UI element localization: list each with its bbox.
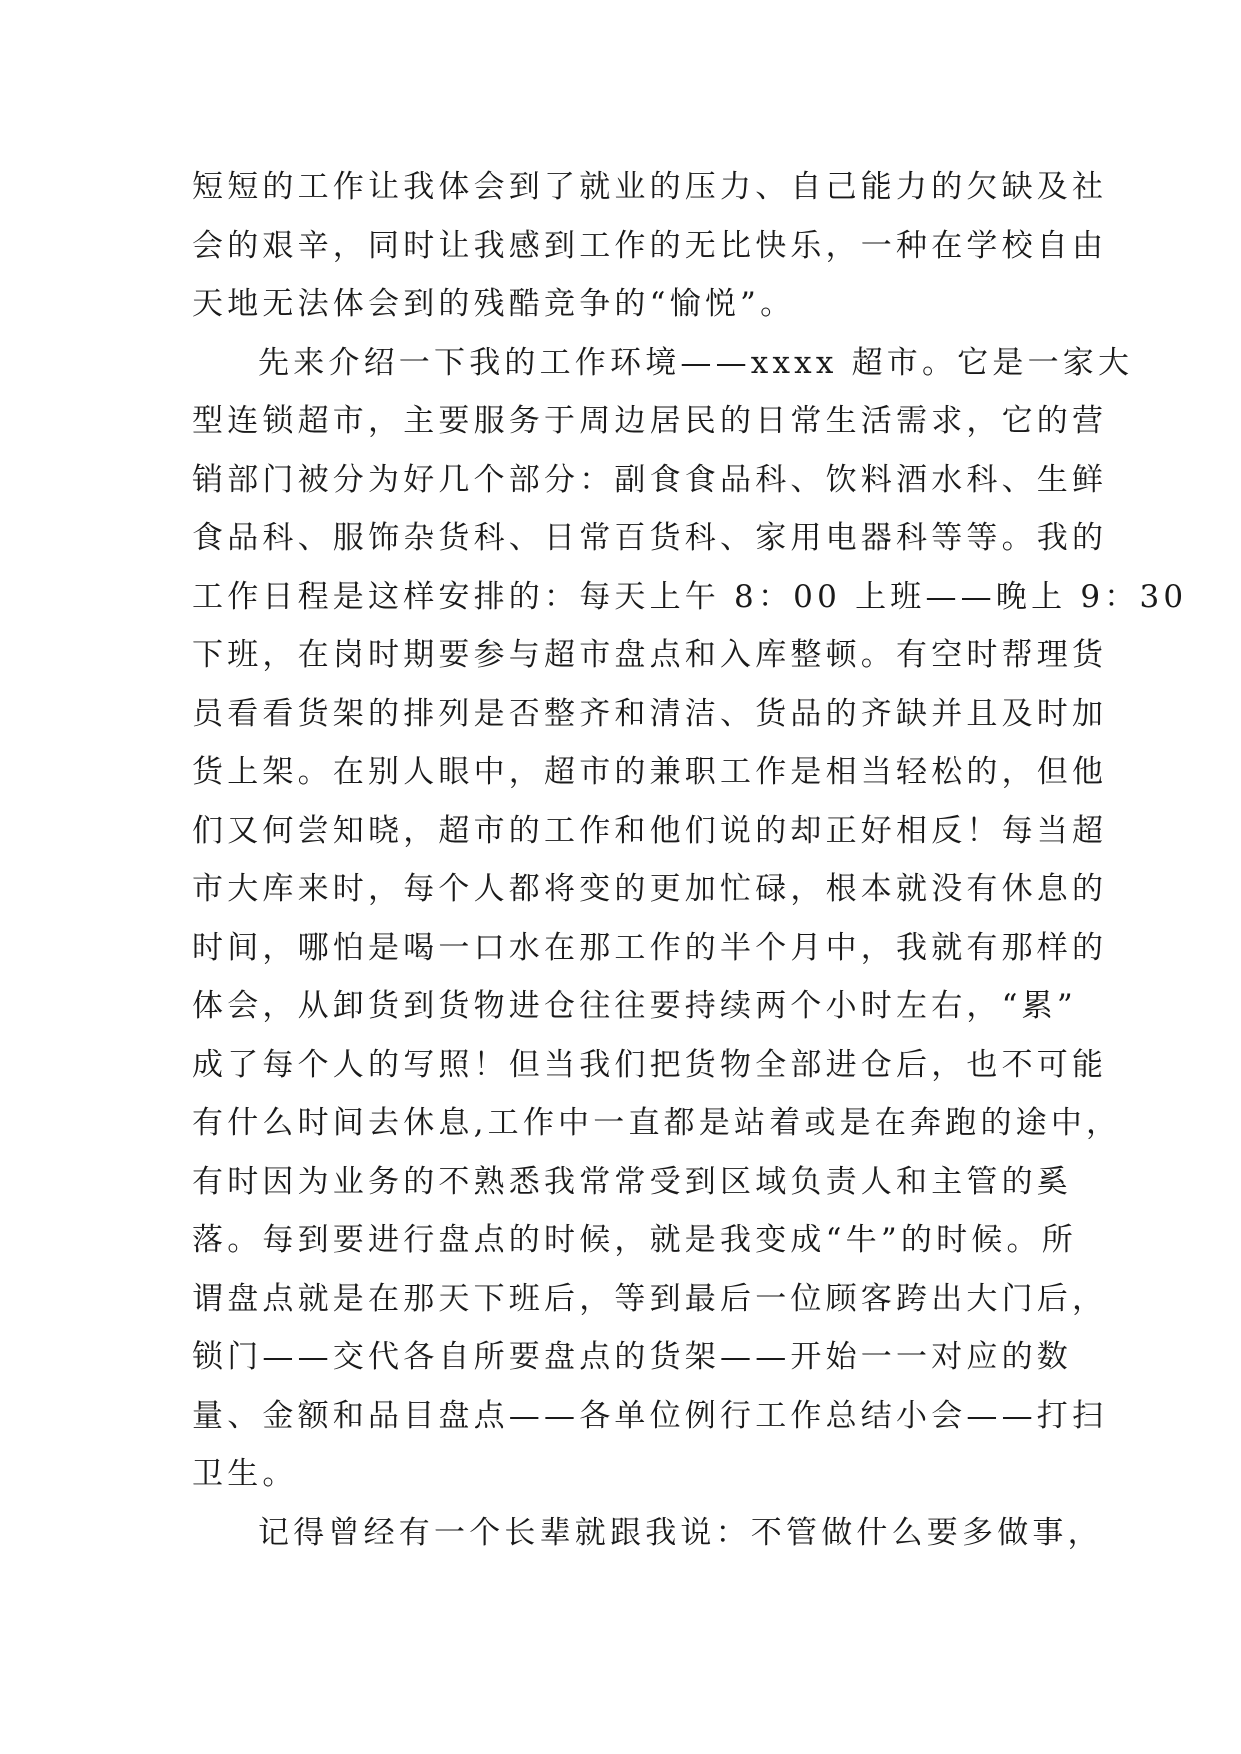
text-line: 量、金额和品目盘点——各单位例行工作总结小会——打扫: [192, 1397, 1108, 1434]
text-line: 食品科、服饰杂货科、日常百货科、家用电器科等等。我的: [192, 520, 1108, 556]
text-line: 有时因为业务的不熟悉我常常受到区域负责人和主管的奚: [192, 1163, 1072, 1200]
text-line: 型连锁超市，主要服务于周边居民的日常生活需求，它的营: [192, 403, 1108, 439]
text-line: 体会，从卸货到货物进仓往往要持续两个小时左右，“累”: [192, 988, 1077, 1024]
text-line: 销部门被分为好几个部分：副食食品科、饮料酒水科、生鲜: [192, 461, 1108, 498]
text-line: 会的艰辛，同时让我感到工作的无比快乐，一种在学校自由: [192, 227, 1108, 264]
text-line: 员看看货架的排列是否整齐和清洁、货品的齐缺并且及时加: [192, 695, 1108, 732]
text-line: 有什么时间去休息,工作中一直都是站着或是在奔跑的途中，: [192, 1105, 1122, 1141]
text-line: 天地无法体会到的残酷竞争的“愉悦”。: [192, 286, 796, 322]
text-line: 时间，哪怕是喝一口水在那工作的半个月中，我就有那样的: [192, 929, 1108, 966]
text-line: 们又何尝知晓，超市的工作和他们说的却正好相反！每当超: [192, 812, 1108, 849]
text-line: 下班，在岗时期要参与超市盘点和入库整顿。有空时帮理货: [192, 637, 1108, 673]
text-line: 卫生。: [192, 1456, 298, 1492]
text-line: 货上架。在别人眼中，超市的兼职工作是相当轻松的，但他: [192, 754, 1108, 790]
text-line: 谓盘点就是在那天下班后，等到最后一位顾客跨出大门后，: [192, 1280, 1108, 1317]
text-line: 记得曾经有一个长辈就跟我说：不管做什么要多做事，: [258, 1514, 1103, 1551]
text-line: 工作日程是这样安排的：每天上午 8：00 上班——晚上 9：30: [192, 578, 1188, 615]
text-line: 先来介绍一下我的工作环境——xxxx 超市。它是一家大: [258, 344, 1134, 381]
text-line: 短短的工作让我体会到了就业的压力、自己能力的欠缺及社: [192, 169, 1108, 205]
text-line: 市大库来时，每个人都将变的更加忙碌，根本就没有休息的: [192, 871, 1108, 907]
text-line: 成了每个人的写照！但当我们把货物全部进仓后，也不可能: [192, 1046, 1108, 1083]
text-line: 落。每到要进行盘点的时候，就是我变成“牛”的时候。所: [192, 1222, 1077, 1258]
text-line: 锁门——交代各自所要盘点的货架——开始一一对应的数: [192, 1339, 1072, 1375]
body-text: [192, 158, 1188, 1562]
